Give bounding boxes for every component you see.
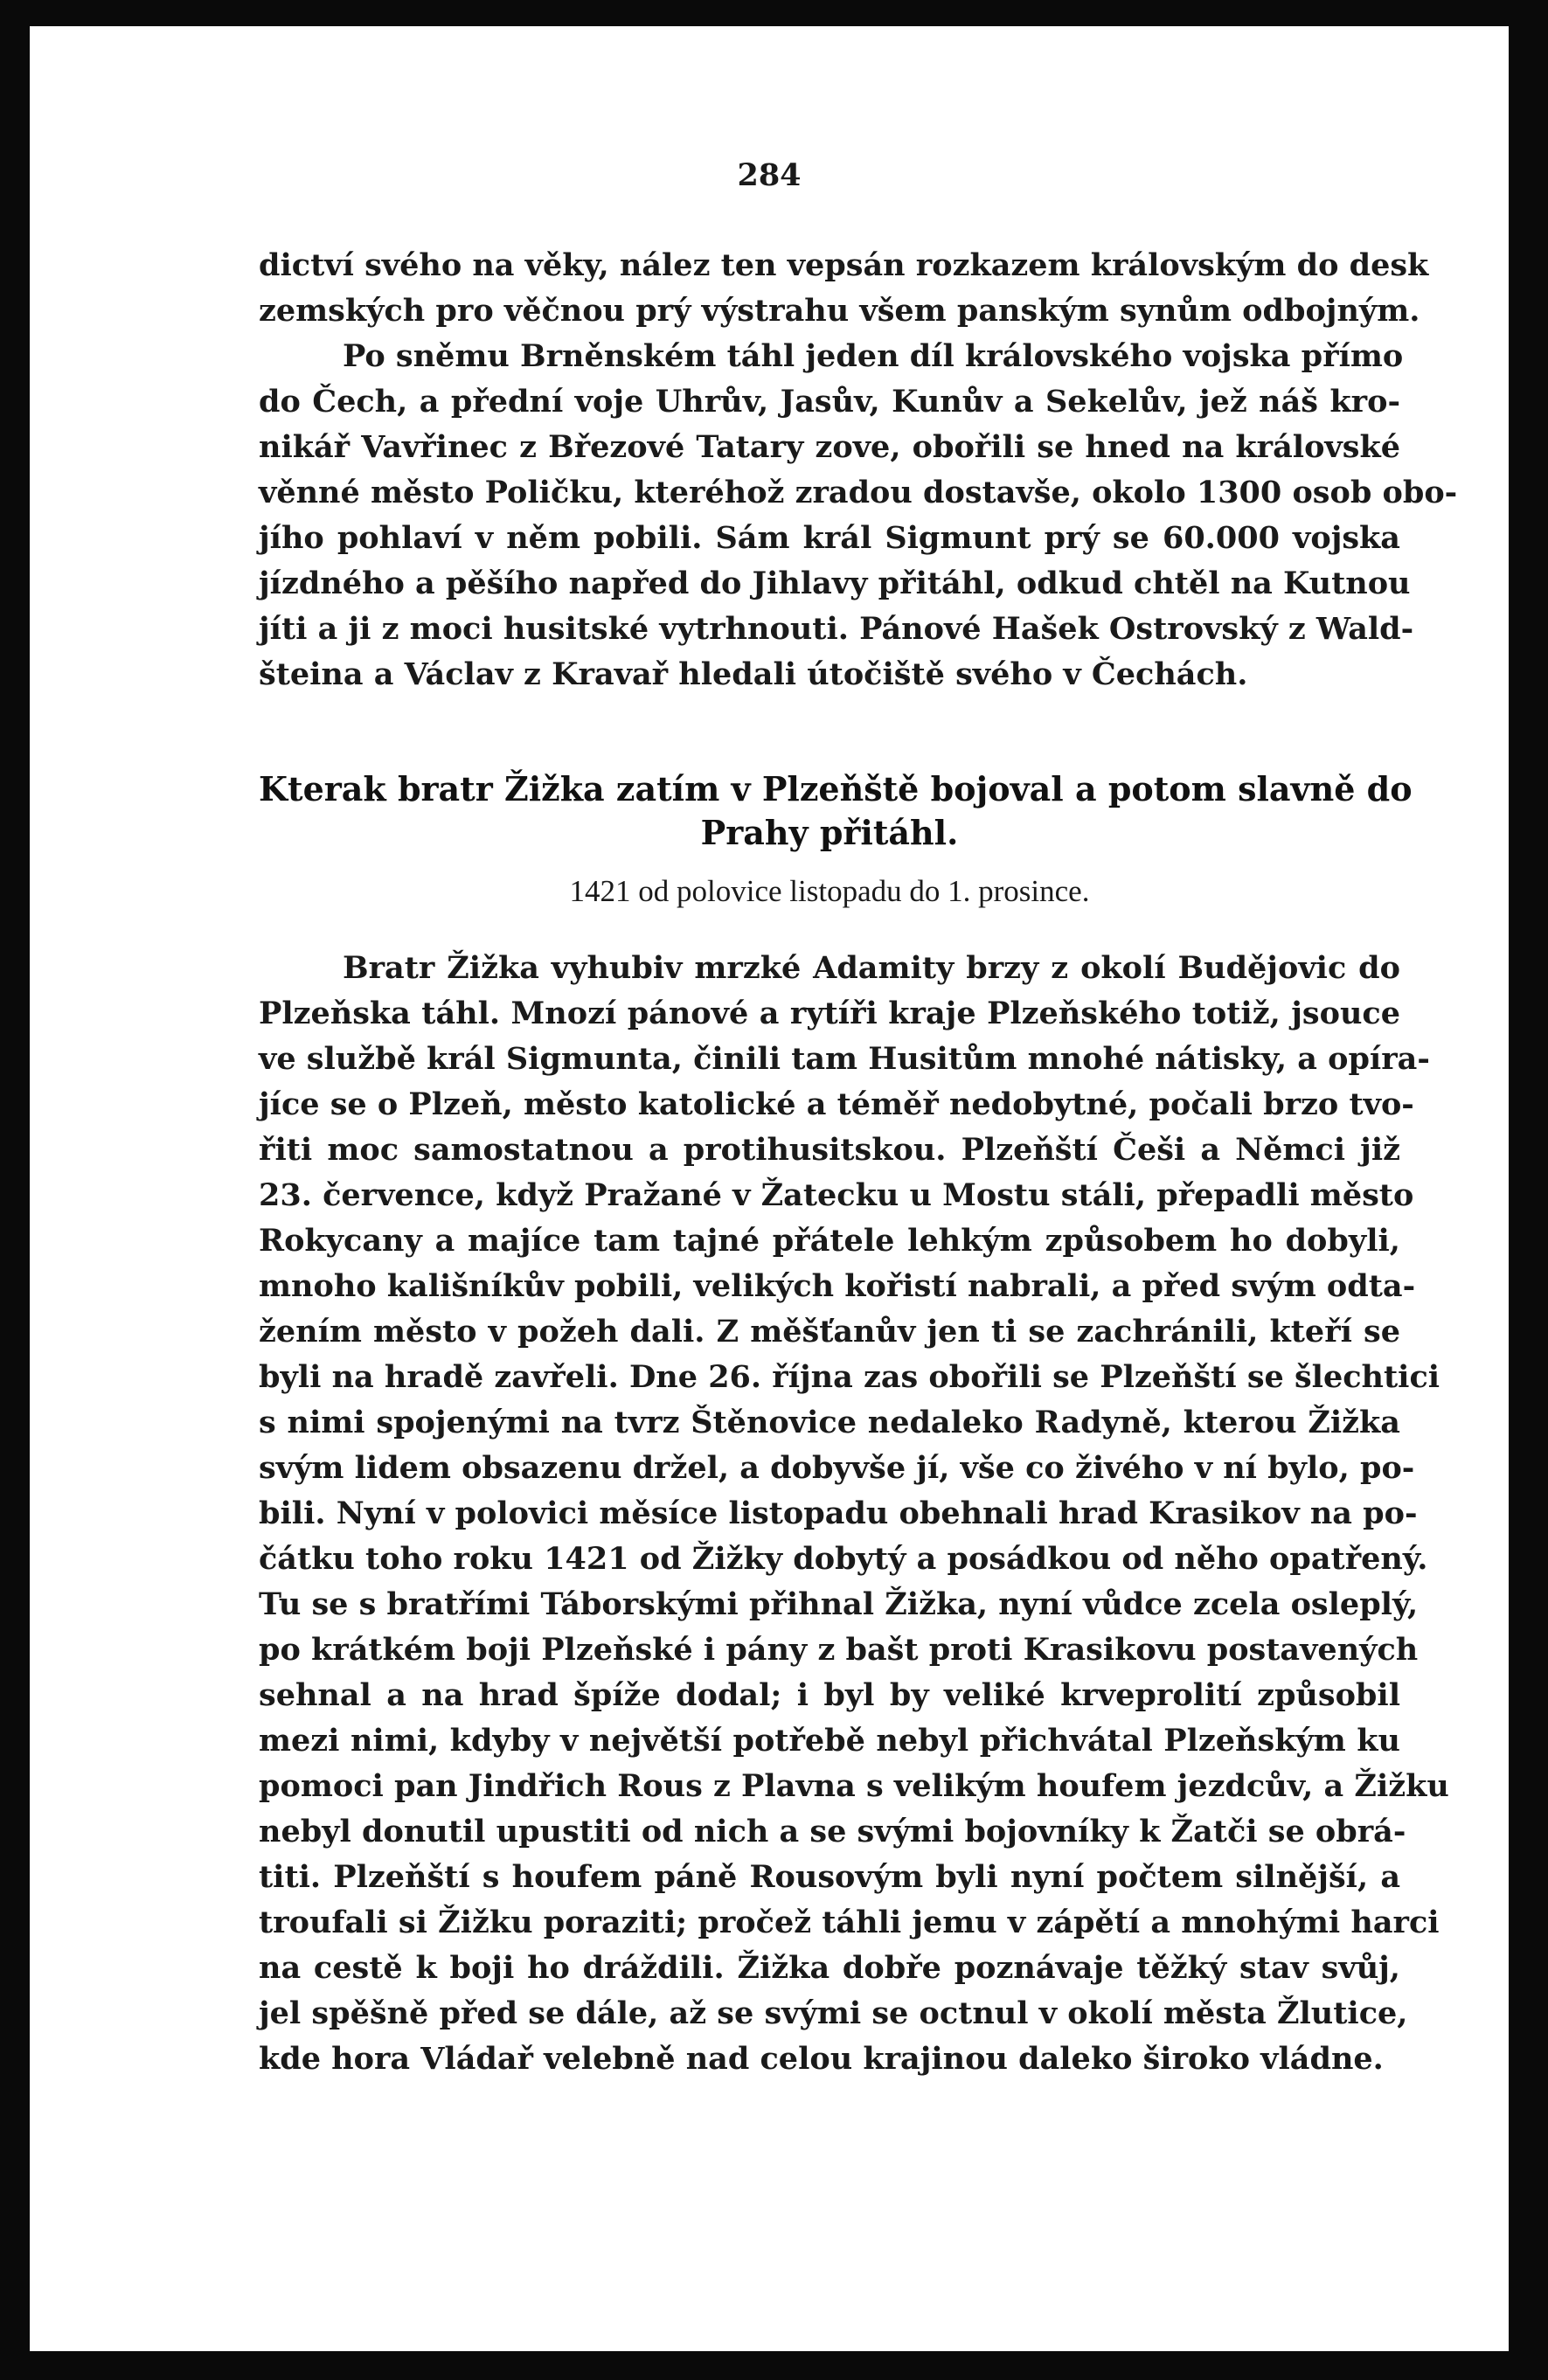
section-heading	[259, 767, 1413, 855]
paragraph-3	[259, 946, 1449, 2082]
text-line: troufali si Žižku poraziti; pročež táhli jemu v zápětí a mnohými harci	[259, 1905, 1440, 1940]
text-line: Tu se s bratřími Táborskými přihnal Žižka, nyní vůdce zcela osleplý,	[259, 1586, 1419, 1622]
text-line: Rokycany a majíce tam tajné přátele lehkým způsobem ho dobyli,	[259, 1223, 1400, 1259]
text-line: s nimi spojenými na tvrz Štěnovice nedaleko Radyně, kterou Žižka	[259, 1405, 1400, 1440]
text-line: mnoho kališníkův pobili, velikých kořistí nabrali, a před svým odta-	[259, 1268, 1416, 1304]
text-line: Bratr Žižka vyhubiv mrzké Adamity brzy z okolí Budějovic do	[343, 950, 1400, 986]
heading-line: Prahy přitáhl.	[700, 813, 959, 852]
text-line: nebyl donutil upustiti od nich a se svými bojovníky k Žatči se obrá-	[259, 1814, 1406, 1849]
text-line: Po sněmu Brněnském táhl jeden díl královského vojska přímo	[343, 338, 1404, 374]
text-line: nikář Vavřinec z Březové Tatary zove, obořili se hned na královské	[259, 429, 1400, 465]
text-line: mezi nimi, kdyby v největší potřebě nebyl přichvátal Plzeňským ku	[259, 1723, 1400, 1759]
text-line: titi. Plzeňští s houfem páně Rousovým byli nyní počtem silnější, a	[259, 1859, 1400, 1895]
text-line: dictví svého na věky, nález ten vepsán rozkazem královským do desk	[259, 247, 1429, 283]
text-line: 23. července, když Pražané v Žatecku u Mostu stáli, přepadli město	[259, 1177, 1414, 1213]
text-line: jíti a ji z moci husitské vytrhnouti. Pánové Hašek Ostrovský z Wald-	[259, 611, 1414, 647]
heading-line: Kterak bratr Žižka zatím v Plzeňště bojoval a potom slavně do	[259, 769, 1413, 808]
text-line: žením město v požeh dali. Z měšťanův jen ti se zachránili, kteří se	[259, 1314, 1400, 1350]
text-line: pomoci pan Jindřich Rous z Plavna s velikým houfem jezdcův, a Žižku	[259, 1768, 1449, 1804]
page-number: 284	[737, 157, 802, 193]
paragraph-1	[259, 243, 1429, 334]
text-line: byli na hradě zavřeli. Dne 26. října zas obořili se Plzeňští se šlechtici	[259, 1359, 1440, 1395]
text-line: jíce se o Plzeň, město katolické a téměř nedobytné, počali brzo tvo-	[259, 1086, 1414, 1122]
text-line: věnné město Poličku, kteréhož zradou dostavše, okolo 1300 osob obo-	[259, 475, 1458, 510]
text-line: do Čech, a přední voje Uhrův, Jasův, Kunův a Sekelův, jež náš kro-	[259, 384, 1400, 420]
text-line: svým lidem obsazenu držel, a dobyvše jí, vše co živého v ní bylo, po-	[259, 1450, 1415, 1486]
text-line: jího pohlaví v něm pobili. Sám král Sigmunt prý se 60.000 vojska	[259, 520, 1400, 556]
text-line: ve službě král Sigmunta, činili tam Husitům mnohé nátisky, a opíra-	[259, 1041, 1430, 1077]
text-line: kde hora Vládař velebně nad celou krajinou daleko široko vládne.	[259, 2041, 1384, 2077]
text-line: jel spěšně před se dále, až se svými se octnul v okolí města Žlutice,	[259, 1995, 1408, 2031]
text-line: šteina a Václav z Kravař hledali útočiště svého v Čechách.	[259, 656, 1248, 692]
text-line: čátku toho roku 1421 od Žižky dobytý a posádkou od něho opatřený.	[259, 1541, 1428, 1577]
paragraph-2	[259, 334, 1458, 697]
text-line: zemských pro věčnou prý výstrahu všem panským synům odbojným.	[259, 293, 1420, 329]
text-line: jízdného a pěšího napřed do Jihlavy přitáhl, odkud chtěl na Kutnou	[259, 566, 1411, 601]
scanned-page	[30, 26, 1509, 2351]
date-subtitle: 1421 od polovice listopadu do 1. prosince.	[569, 874, 1090, 908]
text-line: Plzeňska táhl. Mnozí pánové a rytíři kraje Plzeňského totiž, jsouce	[259, 996, 1400, 1031]
text-line: na cestě k boji ho dráždili. Žižka dobře poznávaje těžký stav svůj,	[259, 1950, 1400, 1986]
text-line: po krátkém boji Plzeňské i pány z bašt proti Krasikovu postavených	[259, 1632, 1419, 1668]
text-line: řiti moc samostatnou a protihusitskou. Plzeňští Češi a Němci již	[259, 1132, 1400, 1168]
text-line: bili. Nyní v polovici měsíce listopadu obehnali hrad Krasikov na po-	[259, 1495, 1418, 1531]
text-line: sehnal a na hrad špíže dodal; i byl by veliké krveprolití způsobil	[259, 1677, 1400, 1713]
